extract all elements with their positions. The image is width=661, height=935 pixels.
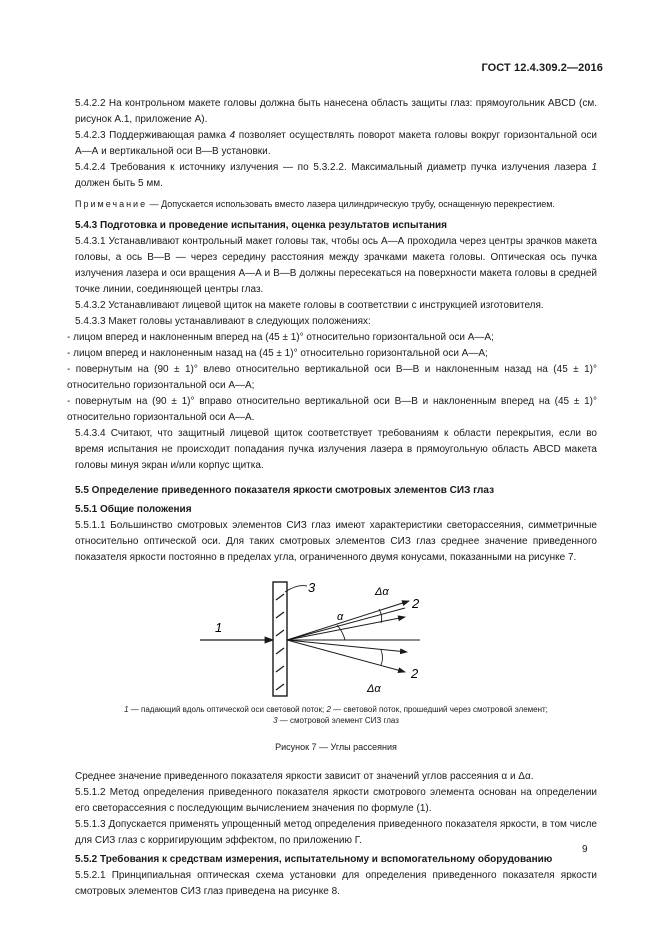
heading-5-4-3: 5.4.3 Подготовка и проведение испытания, оценка результатов испытания [75, 220, 447, 231]
paragraph-5-4-3-2: 5.4.3.2 Устанавливают лицевой щиток на макете головы в соответствии с инструкцией изготовителя. [75, 300, 544, 311]
legend-number: 3 [273, 716, 278, 725]
ray-lower-outer [287, 640, 405, 672]
text: позволяет осуществлять поворот макета головы вокруг горизонтальной оси А—А и вертикальной оси В—В установки. [75, 130, 597, 157]
paragraph-5-4-2-4 [75, 160, 597, 192]
page-content [67, 96, 597, 900]
delta-alpha-arc-bottom [381, 650, 383, 665]
paragraph-5-4-3-3: 5.4.3.3 Макет головы устанавливают в следующих положениях: [75, 316, 371, 327]
ray-upper-top [287, 601, 409, 640]
list-item: - лицом вперед и наклоненным вперед на (45 ± 1)° относительно горизонтальной оси А—А; [67, 332, 494, 343]
label-2-lower: 2 [411, 666, 419, 681]
note-label: Примечание [75, 199, 148, 209]
label-2-upper: 2 [412, 596, 420, 611]
paragraph-5-4-3-1: 5.4.3.1 Устанавливают контрольный макет головы так, чтобы ось А—А проходила через центры зрачков макета головы, а ось В—В — через середину расстояния между зрачками макета головы. Оптическая ось пучка излучения лазера и оси вращения А—А и В—В должны пересекаться на поверхности макета головы в средней точке линии, соединяющей центры глаз. [75, 236, 597, 295]
item-number: 1 [591, 162, 597, 173]
ray-lower-inner [287, 640, 407, 652]
document-header: ГОСТ 12.4.309.2—2016 [481, 62, 603, 74]
heading-5-5-2: 5.5.2 Требования к средствам измерения, испытательному и вспомогательному оборудованию [75, 854, 553, 865]
paragraph-5-5-1-1: 5.5.1.1 Большинство смотровых элементов СИЗ глаз имеют характеристики светорассеяния, симметричные относительно оптической оси. Для таких смотровых элементов СИЗ глаз среднее значение приведенного показателя яркости постоянно в пределах угла, ограниченного двумя конусами, показанными на рисунке 7. [75, 520, 597, 563]
paragraph-5-5-1-3: 5.5.1.3 Допускается применять упрощенный метод определения приведенного показателя яркости, в том числе для СИЗ глаз с корригирующим эффектом, по приложению Г. [75, 819, 597, 846]
page-number: 9 [582, 844, 588, 855]
heading-5-5-1: 5.5.1 Общие положения [75, 504, 192, 515]
list-item: - повернутым на (90 ± 1)° вправо относительно вертикальной оси В—В и наклоненным вперед на (45 ± 1)° относительно горизонтальной оси А—А. [67, 396, 597, 423]
figure-caption: Рисунок 7 — Углы рассеяния [275, 742, 397, 752]
item-number: 4 [229, 130, 236, 141]
legend-text: — световой поток, прошедший через смотровой элемент; [330, 705, 548, 714]
alpha-label: α [337, 611, 344, 623]
legend-text: — падающий вдоль оптической оси световой поток; [128, 705, 327, 714]
list-item: - лицом вперед и наклоненным назад на (45 ± 1)° относительно горизонтальной оси А—А; [67, 348, 488, 359]
list-item: - повернутым на (90 ± 1)° влево относительно вертикальной оси В—В и наклоненным назад на (45 ± 1)° относительно горизонтальной оси А—А; [67, 364, 597, 391]
text: должен быть 5 мм. [75, 178, 163, 189]
ray-upper-inner [287, 608, 405, 640]
paragraph-5-4-2-2: 5.4.2.2 На контрольном макете головы должна быть нанесена область защиты глаз: прямоугольник ABCD (см. рисунок А.1, приложение А). [75, 98, 597, 125]
note-text: — Допускается использовать вместо лазера цилиндрическую трубу, оснащенную перекрестием. [147, 199, 555, 209]
text: 5.4.2.4 Требования к источнику излучения — по 5.3.2.2. Максимальный диаметр пучка излучения лазера [75, 162, 592, 173]
viewing-element [273, 582, 287, 696]
delta-alpha-bottom-label: Δα [367, 683, 381, 695]
label-3: 3 [308, 580, 316, 595]
paragraph-5-4-2-3 [75, 128, 597, 160]
paragraph-5-5-1-2: 5.5.1.2 Метод определения приведенного показателя яркости смотрового элемента основан на определении его светорассеяния с последующим вычислением значения по формуле (1). [75, 787, 597, 814]
paragraph-mean-value: Среднее значение приведенного показателя яркости зависит от значений углов рассеяния α и Δα. [75, 771, 534, 782]
delta-alpha-top-label: Δα [375, 586, 389, 598]
alpha-arc [337, 625, 345, 640]
figure-7 [75, 570, 597, 702]
figure-legend [75, 704, 597, 726]
paragraph-5-4-3-4: 5.4.3.4 Считают, что защитный лицевой щиток соответствует требованиям к области перекрытия, если во время испытания не происходит попадания пучка излучения лазера в прямоугольную область ABCD макета головы минуя экран и/или корпус щитка. [75, 428, 597, 471]
label-3-leader [285, 586, 307, 592]
delta-alpha-arc-top [379, 609, 382, 623]
ray-upper-outer [287, 617, 405, 640]
scattering-angles-diagram [75, 570, 597, 702]
note [75, 198, 597, 211]
paragraph-5-5-2-1: 5.5.2.1 Принципиальная оптическая схема установки для определения приведенного показателя яркости смотровых элементов СИЗ глаз приведена на рисунке 8. [75, 870, 597, 897]
heading-5-5: 5.5 Определение приведенного показателя яркости смотровых элементов СИЗ глаз [75, 485, 495, 496]
legend-number: 1 [124, 705, 129, 714]
text: 5.4.2.3 Поддерживающая рамка [75, 130, 230, 141]
label-1: 1 [215, 620, 223, 635]
legend-number: 2 [326, 705, 331, 714]
legend-text: — смотровой элемент СИЗ глаз [277, 716, 399, 725]
